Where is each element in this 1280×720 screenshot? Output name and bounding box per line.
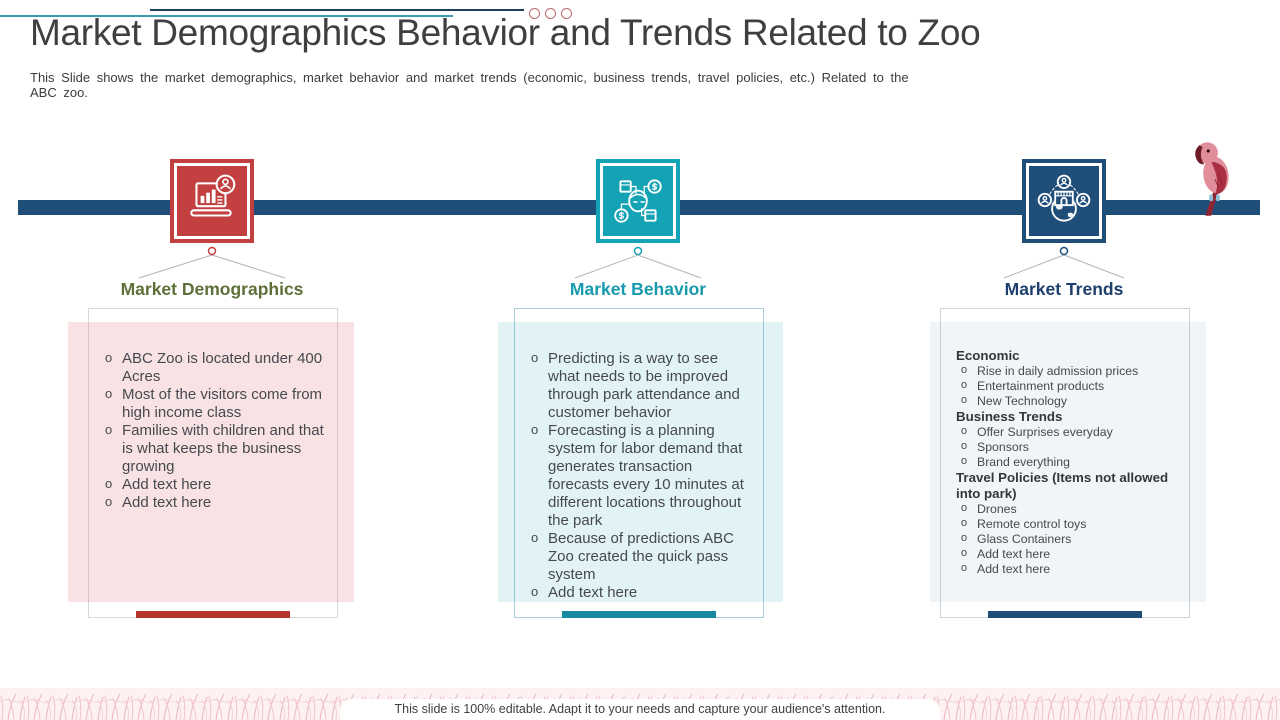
group-heading: Business Trends: [956, 408, 1063, 424]
behavior-accent-bar: [562, 611, 716, 618]
bullet-item: o Forecasting is a planning system for labor demand that generates transaction forecasts every 10 minutes at different locations throughout the park: [522, 422, 750, 530]
bullet-item: o Sponsors: [956, 440, 1178, 455]
bullet-item: o Add text here: [956, 562, 1178, 577]
bullet-item: o Glass Containers: [956, 532, 1178, 547]
bullet-item: o Add text here: [96, 476, 324, 494]
demographics-accent-bar: [136, 611, 290, 618]
demographics-bullet-list: [88, 308, 338, 618]
laptop-analytics-icon: [177, 166, 247, 236]
behavior-bullet-list: [514, 308, 764, 618]
bullet-item: o Remote control toys: [956, 517, 1178, 532]
connector-lines: [553, 245, 723, 279]
bullet-item: o Add text here: [956, 547, 1178, 562]
bullet-item: o Add text here: [96, 494, 324, 512]
customer-behavior-icon: [603, 166, 673, 236]
column-label: Market Trends: [1004, 279, 1124, 299]
bullet-item: o Add text here: [522, 584, 750, 602]
column-label: Market Demographics: [120, 279, 304, 299]
bullet-item: o Brand everything: [956, 455, 1178, 470]
parrot-illustration: [1186, 138, 1244, 220]
trends-accent-bar: [988, 611, 1142, 618]
group-heading: Economic: [956, 348, 1020, 363]
trends-icon-frame: [1022, 159, 1106, 243]
demographics-icon-frame: [170, 159, 254, 243]
bullet-item: o ABC Zoo is located under 400 Acres: [96, 350, 324, 386]
column-label: Market Behavior: [569, 279, 707, 299]
global-trends-icon: [1029, 166, 1099, 236]
bullet-item: o Because of predictions ABC Zoo created the quick pass system: [522, 530, 750, 584]
bullet-item: o Entertainment products: [956, 379, 1178, 394]
bullet-item: o Rise in daily admission prices: [956, 364, 1178, 379]
bullet-item: o Offer Surprises everyday: [956, 425, 1178, 440]
bullet-item: o Predicting is a way to see what needs to be improved through park attendance and customer behavior: [522, 350, 750, 422]
slide-subtitle: This Slide shows the market demographics, market behavior and market trends (economic, business trends, travel policies, etc.) Related to the ABC zoo.: [30, 70, 909, 100]
footer-note: This slide is 100% editable. Adapt it to your needs and capture your audience's attention.: [340, 699, 940, 720]
trends-bullet-list: [940, 308, 1190, 618]
bullet-item: o New Technology: [956, 394, 1178, 409]
group-heading: Travel Policies (Items not allowed into park): [956, 469, 1169, 501]
bullet-item: o Families with children and that is what keeps the business growing: [96, 422, 324, 476]
bullet-item: o Most of the visitors come from high income class: [96, 386, 324, 422]
bullet-item: o Drones: [956, 502, 1178, 517]
connector-lines: [127, 245, 297, 279]
connector-lines: [979, 245, 1149, 279]
page-title: Market Demographics Behavior and Trends Related to Zoo: [30, 12, 981, 53]
behavior-icon-frame: [596, 159, 680, 243]
